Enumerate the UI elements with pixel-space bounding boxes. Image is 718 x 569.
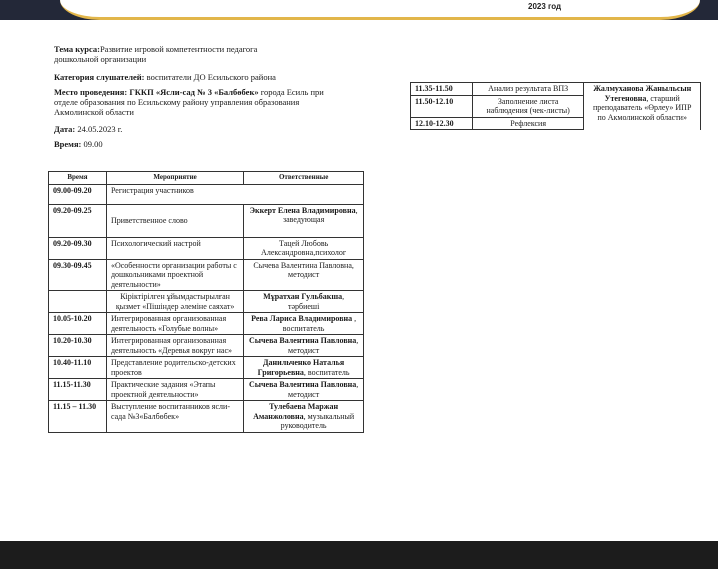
row-time: 10.20-10.30 <box>49 335 107 357</box>
responsible-role: , воспитатель <box>303 367 350 377</box>
row-event: Представление родительско-детских проектов <box>106 357 243 379</box>
row-time: 11.50-12.10 <box>411 95 473 117</box>
table-row <box>49 291 364 313</box>
row-event: Заполнение листа наблюдения (чек-листы) <box>472 95 584 117</box>
course-topic <box>54 44 294 64</box>
row-responsible <box>584 83 701 130</box>
event-time <box>54 139 103 149</box>
row-responsible <box>244 379 364 401</box>
schedule-table-continued <box>410 82 701 130</box>
footer-band <box>0 541 718 569</box>
schedule-header-row <box>49 172 364 185</box>
time-value: 09.00 <box>81 139 103 149</box>
listener-category <box>54 72 324 82</box>
category-value: воспитатели ДО Есильского района <box>144 72 276 82</box>
row-responsible <box>244 291 364 313</box>
row-event: Анализ результата ВПЗ <box>472 83 584 96</box>
responsible-role: , музыкальный руководитель <box>280 411 355 430</box>
table-row <box>49 357 364 379</box>
venue-name: ГККП «Ясли-сад № 3 «Балбөбек» <box>127 87 261 97</box>
row-time: 11.15 – 11.30 <box>49 401 107 433</box>
row-responsible <box>244 204 364 237</box>
row-event: Регистрация участников <box>106 184 363 204</box>
row-event: Психологический настрой <box>106 237 243 259</box>
responsible-role: , методист <box>288 336 359 355</box>
row-time <box>49 291 107 313</box>
responsible-role: , воспитатель <box>282 314 357 333</box>
table-row <box>49 379 364 401</box>
venue-value: города Есиль при отделе образования по Есильскому району управления образования Акмолинской области <box>54 87 324 117</box>
row-time: 09.30-09.45 <box>49 259 107 291</box>
date-label: Дата: <box>54 124 76 134</box>
schedule-table <box>48 171 364 433</box>
row-responsible <box>244 401 364 433</box>
responsible-role: , старший преподаватель «Өрлеу» ИПР по Акмолинской области» <box>592 93 692 122</box>
header-accent <box>60 0 700 20</box>
table-row <box>49 335 364 357</box>
responsible-name: Рева Лариса Владимировна <box>251 314 353 323</box>
course-label: Тема курса: <box>54 44 100 54</box>
course-value: Развитие игровой компетентности педагога дошкольной организации <box>54 44 258 64</box>
row-event: Рефлексия <box>472 117 584 130</box>
table-row <box>49 401 364 433</box>
venue <box>54 87 329 117</box>
header-time: Время <box>49 172 107 185</box>
row-responsible <box>244 357 364 379</box>
row-time: 09.20-09.30 <box>49 237 107 259</box>
venue-label: Место проведения: <box>54 87 128 97</box>
row-event: Выступление воспитанников ясли-сада №3«Балбөбек» <box>106 401 243 433</box>
responsible-role: , тәрбиеші <box>287 292 345 311</box>
row-responsible <box>244 313 364 335</box>
responsible-name: Мұратхан Гульбакша <box>263 292 343 301</box>
header-event: Мероприятие <box>106 172 243 185</box>
table-row <box>411 83 701 96</box>
responsible-name: Тулебаева Маржан Аманжоловна <box>253 402 339 421</box>
row-responsible <box>244 259 364 291</box>
row-time: 12.10-12.30 <box>411 117 473 130</box>
category-label: Категория слушателей: <box>54 72 145 82</box>
table-row <box>49 237 364 259</box>
table-row <box>49 259 364 291</box>
time-label: Время: <box>54 139 82 149</box>
date-value: 24.05.2023 г. <box>75 124 123 134</box>
row-time: 09.00-09.20 <box>49 184 107 204</box>
table-row <box>49 313 364 335</box>
table-row <box>49 204 364 237</box>
event-date <box>54 124 122 134</box>
responsible-name: Сычева Валентина Павловна <box>248 336 357 345</box>
row-event: «Особенности организации работы с дошкольниками проектной деятельности» <box>106 259 243 291</box>
row-event: Кіріктірілген ұйымдастырылған қызмет «Пішіндер әлеміне саяхат» <box>106 291 243 313</box>
responsible-name: Сычева Валентина Павловна <box>248 380 357 389</box>
row-time: 11.35-11.50 <box>411 83 473 96</box>
row-time: 11.15-11.30 <box>49 379 107 401</box>
row-time: 10.05-10.20 <box>49 313 107 335</box>
responsible-role: , заведующая <box>282 205 358 224</box>
responsible-name: Данильченко Наталья Григорьевна <box>257 358 345 377</box>
row-time: 10.40-11.10 <box>49 357 107 379</box>
responsible-role: Сычева Валентина Павловна, методист <box>253 260 354 279</box>
row-responsible <box>244 335 364 357</box>
header-year: 2023 год <box>528 2 562 11</box>
responsible-name: Жалмуханова Жаныльсын Утегеновна <box>593 84 692 103</box>
table-row <box>49 184 364 204</box>
header-responsible: Ответственные <box>244 172 364 185</box>
row-event: Практические задания «Этапы проектной деятельности» <box>106 379 243 401</box>
header-band <box>0 0 718 20</box>
row-event: Интегрированная организованная деятельность «Голубые волны» <box>106 313 243 335</box>
responsible-name: Эккерт Елена Владимировна <box>249 205 356 215</box>
row-time: 09.20-09.25 <box>49 204 107 237</box>
responsible-role: Тацей Любовь Александровна,психолог <box>261 238 347 257</box>
row-event: Интегрированная организованная деятельность «Деревья вокруг нас» <box>106 335 243 357</box>
responsible-role: , методист <box>288 380 359 399</box>
row-responsible <box>244 237 364 259</box>
row-event: Приветственное слово <box>106 204 243 237</box>
